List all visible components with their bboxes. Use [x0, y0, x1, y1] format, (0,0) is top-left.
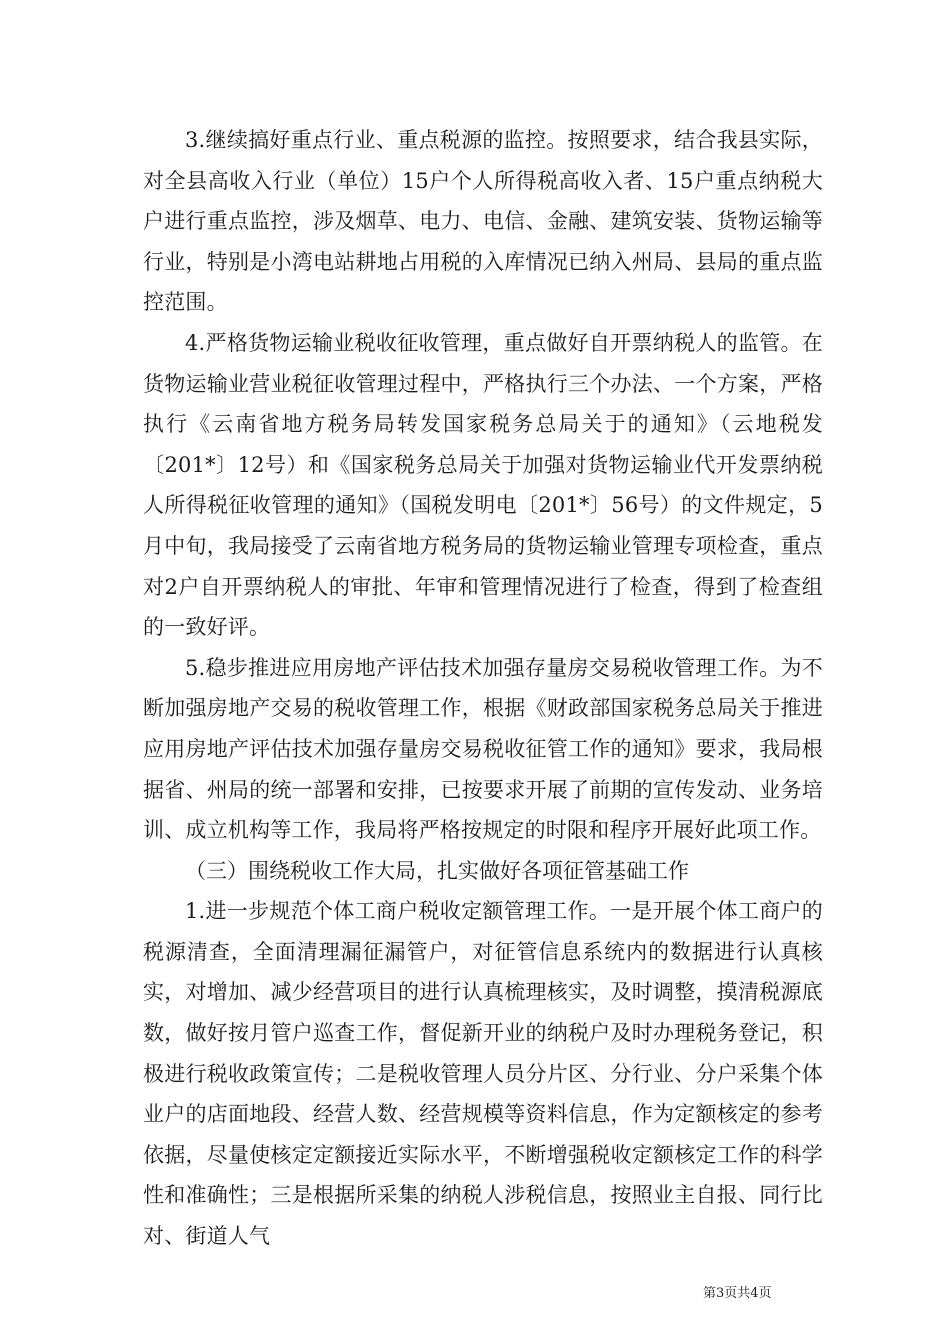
paragraph-1-individual-business-quota: 1.进一步规范个体工商户税收定额管理工作。一是开展个体工商户的税源清查，全面清理漏征漏管户，对征管信息系统内的数据进行认真核实，对增加、减少经营项目的进行认真梳理核实，及时调整，摸清税源底数，做好按月管户巡查工作，督促新开业的纳税户及时办理税务登记，积极进行税收政策宣传；二是税收管理人员分片区、分行业、分户采集个体业户的店面地段、经营人数、经营规模等资料信息，作为定额核定的参考依据，尽量使核定定额接近实际水平，不断增强税收定额核定工作的科学性和准确性；三是根据所采集的纳税人涉税信息，按照业主自报、同行比对、街道人气	[143, 899, 823, 1249]
document-body	[143, 120, 823, 1257]
paragraph-3-key-industry-monitoring: 3.继续搞好重点行业、重点税源的监控。按照要求，结合我县实际，对全县高收入行业（单位）15户个人所得税高收入者、15户重点纳税大户进行重点监控，涉及烟草、电力、电信、金融、建筑安装、货物运输等行业，特别是小湾电站耕地占用税的入库情况已纳入州局、县局的重点监控范围。	[143, 128, 823, 315]
paragraph-4-freight-transport-tax: 4.严格货物运输业税收征收管理，重点做好自开票纳税人的监管。在货物运输业营业税征收管理过程中，严格执行三个办法、一个方案，严格执行《云南省地方税务局转发国家税务总局关于的通知》（云地税发〔201*〕12号）和《国家税务总局关于加强对货物运输业代开发票纳税人所得税征收管理的通知》（国税发明电〔201*〕56号）的文件规定，5月中旬，我局接受了云南省地方税务局的货物运输业管理专项检查，重点对2户自开票纳税人的审批、年审和管理情况进行了检查，得到了检查组的一致好评。	[143, 330, 823, 640]
section-heading: （三）围绕税收工作大局，扎实做好各项征管基础工作	[185, 858, 689, 883]
paragraph-5-real-estate-assessment: 5.稳步推进应用房地产评估技术加强存量房交易税收管理工作。为不断加强房地产交易的税收管理工作，根据《财政部国家税务总局关于推进应用房地产评估技术加强存量房交易税收征管工作的通知》要求，我局根据省、州局的统一部署和安排，已按要求开展了前期的宣传发动、业务培训、成立机构等工作，我局将严格按规定的时限和程序开展好此项工作。	[143, 655, 823, 843]
page-number: 第3页共4页	[703, 1286, 772, 1301]
